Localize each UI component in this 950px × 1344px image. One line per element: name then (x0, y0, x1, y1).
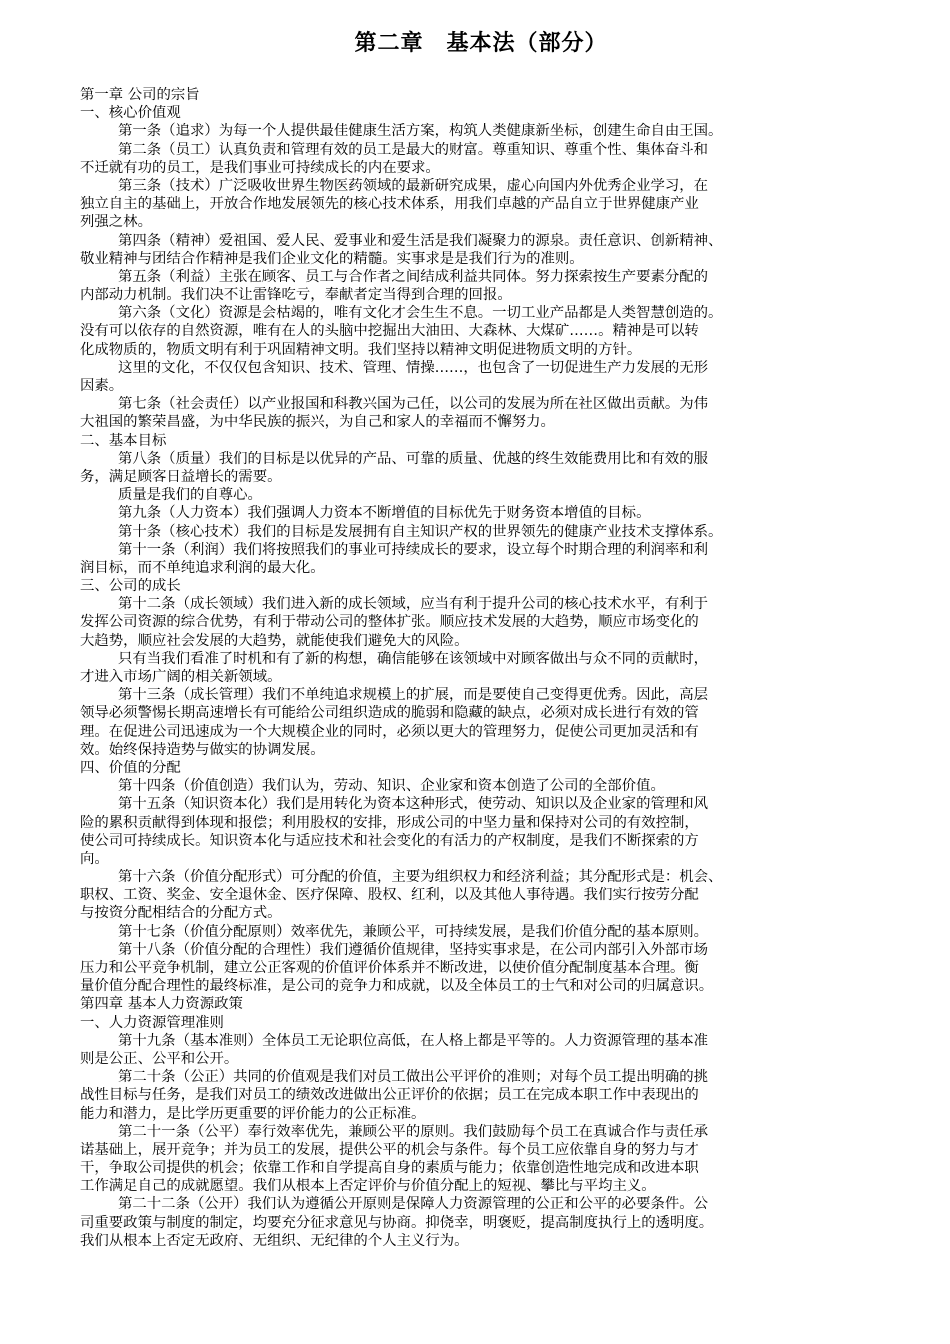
text-line: 能力和潜力，是比学历更重要的评价能力的公正标准。 (80, 1105, 426, 1122)
text-line: 量价值分配合理性的最终标准，是公司的竞争力和成就，以及全体员工的士气和对公司的归属意识。 (80, 978, 714, 995)
text-line: 第二十二条（公开）我们认为遵循公开原则是保障人力资源管理的公正和公平的必要条件。公 (118, 1196, 709, 1213)
text-line: 险的累积贡献得到体现和报偿；利用股权的安排，形成公司的中坚力量和保持对公司的有效控制， (80, 814, 699, 831)
text-line: 第十九条（基本准则）全体员工无论职位高低，在人格上都是平等的。人力资源管理的基本准 (118, 1032, 709, 1049)
text-line: 第二十条（公正）共同的价值观是我们对员工做出公平评价的准则；对每个员工提出明确的挑 (118, 1069, 709, 1086)
text-line: 我们从根本上否定无政府、无组织、无纪律的个人主义行为。 (80, 1232, 469, 1249)
text-line: 化成物质的，物质文明有利于巩固精神文明。我们坚持以精神文明促进物质文明的方针。 (80, 341, 642, 358)
text-line: 第六条（文化）资源是会枯竭的，唯有文化才会生生不息。一切工业产品都是人类智慧创造的。 (118, 305, 723, 322)
text-line: 第四条（精神）爱祖国、爱人民、爱事业和爱生活是我们凝聚力的源泉。责任意识、创新精神、 (118, 232, 723, 249)
text-line: 四、价值的分配 (80, 759, 181, 776)
text-line: 干，争取公司提供的机会；依靠工作和自学提高自身的素质与能力；依靠创造性地完成和改进本职 (80, 1160, 699, 1177)
text-line: 使公司可持续成长。知识资本化与适应技术和社会变化的有活力的产权制度，是我们不断探索的方 (80, 832, 699, 849)
text-line: 第十四条（价值创造）我们认为，劳动、知识、企业家和资本创造了公司的全部价值。 (118, 778, 665, 795)
text-line: 与按资分配相结合的分配方式。 (80, 905, 282, 922)
text-line: 敬业精神与团结合作精神是我们企业文化的精髓。实事求是是我们行为的准则。 (80, 250, 584, 267)
text-line: 领导必须警惕长期高速增长有可能给公司组织造成的脆弱和隐藏的缺点，必须对成长进行有效的管 (80, 705, 699, 722)
text-line: 不迁就有功的员工，是我们事业可持续成长的内在要求。 (80, 159, 440, 176)
text-line: 第八条（质量）我们的目标是以优异的产品、可靠的质量、优越的终生效能费用比和有效的服 (118, 450, 709, 467)
text-line: 则是公正、公平和公开。 (80, 1050, 239, 1067)
text-line: 第四章 基本人力资源政策 (80, 996, 243, 1013)
text-line: 没有可以依存的自然资源，唯有在人的头脑中挖掘出大油田、大森林、大煤矿……。精神是可以转 (80, 323, 699, 340)
text-line: 第七条（社会责任）以产业报国和科教兴国为己任，以公司的发展为所在社区做出贡献。为伟 (118, 396, 709, 413)
text-line: 第一章 公司的宗旨 (80, 87, 200, 103)
text-line: 一、人力资源管理准则 (80, 1014, 224, 1031)
text-line: 润目标，而不单纯追求利润的最大化。 (80, 559, 325, 576)
text-line: 第十一条（利润）我们将按照我们的事业可持续成长的要求，设立每个时期合理的利润率和利 (118, 541, 709, 558)
text-line: 第十八条（价值分配的合理性）我们遵循价值规律，坚持实事求是，在公司内部引入外部市场 (118, 941, 709, 958)
text-line: 发挥公司资源的综合优势，有利于带动公司的整体扩张。顺应技术发展的大趋势，顺应市场变化的 (80, 614, 699, 631)
text-line: 大趋势，顺应社会发展的大趋势，就能使我们避免大的风险。 (80, 632, 469, 649)
text-line: 第十六条（价值分配形式）可分配的价值，主要为组织权力和经济利益；其分配形式是：机会、 (118, 869, 723, 886)
text-line: 质量是我们的自尊心。 (118, 487, 262, 504)
text-line: 战性目标与任务，是我们对员工的绩效改进做出公正评价的依据；员工在完成本职工作中表现出的 (80, 1087, 699, 1104)
text-line: 第十二条（成长领域）我们进入新的成长领域，应当有利于提升公司的核心技术水平，有利于 (118, 596, 709, 613)
document-body (80, 86, 882, 1250)
text-line: 向。 (80, 850, 109, 867)
text-line: 一、核心价值观 (80, 105, 181, 122)
text-line: 第十七条（价值分配原则）效率优先，兼顾公平，可持续发展，是我们价值分配的基本原则。 (118, 923, 709, 940)
text-line: 这里的文化，不仅仅包含知识、技术、管理、情操……，也包含了一切促进生产力发展的无形 (118, 359, 709, 376)
text-line: 第十三条（成长管理）我们不单纯追求规模上的扩展，而是要使自己变得更优秀。因此，高层 (118, 687, 709, 704)
text-line: 效。始终保持造势与做实的协调发展。 (80, 741, 325, 758)
text-line: 第二条（员工）认真负责和管理有效的员工是最大的财富。尊重知识、尊重个性、集体奋斗和 (118, 141, 709, 158)
text-line: 才进入市场广阔的相关新领域。 (80, 669, 282, 685)
text-line: 职权、工资、奖金、安全退休金、医疗保障、股权、红利，以及其他人事待遇。我们实行按劳分配 (80, 887, 699, 904)
text-line: 诺基础上，展开竞争；并为员工的发展，提供公平的机会与条件。每个员工应依靠自身的努力与才 (80, 1141, 699, 1158)
text-line: 第一条（追求）为每一个人提供最佳健康生活方案，构筑人类健康新坐标，创建生命自由王国。 (118, 123, 723, 140)
text-line: 独立自主的基础上，开放合作地发展领先的核心技术体系，用我们卓越的产品自立于世界健康产业 (80, 196, 699, 213)
text-line: 列强之林。 (80, 214, 152, 231)
text-line: 第十五条（知识资本化）我们是用转化为资本这种形式，使劳动、知识以及企业家的管理和风 (118, 796, 709, 813)
text-line: 只有当我们看准了时机和有了新的构想，确信能够在该领域中对顾客做出与众不同的贡献时， (118, 650, 709, 667)
text-line: 务，满足顾客日益增长的需要。 (80, 468, 282, 485)
text-line: 大祖国的繁荣昌盛，为中华民族的振兴，为自己和家人的幸福而不懈努力。 (80, 414, 555, 431)
text-line: 二、基本目标 (80, 432, 167, 449)
text-line: 第九条（人力资本）我们强调人力资本不断增值的目标优先于财务资本增值的目标。 (118, 505, 651, 522)
text-line: 三、公司的成长 (80, 578, 181, 595)
text-line: 理。在促进公司迅速成为一个大规模企业的同时，必须以更大的管理努力，促使公司更加灵活和有 (80, 723, 699, 740)
text-line: 第五条（利益）主张在顾客、员工与合作者之间结成利益共同体。努力探索按生产要素分配的 (118, 268, 709, 285)
text-line: 司重要政策与制度的制定，均要充分征求意见与协商。抑侥幸，明褒贬，提高制度执行上的透明度。 (80, 1214, 714, 1231)
text-line: 第十条（核心技术）我们的目标是发展拥有自主知识产权的世界领先的健康产业技术支撑体系。 (118, 523, 723, 540)
page-title: 第二章 基本法（部分） (354, 31, 608, 56)
text-line: 第三条（技术）广泛吸收世界生物医药领域的最新研究成果，虚心向国内外优秀企业学习，在 (118, 177, 709, 194)
text-line: 内部动力机制。我们决不让雷锋吃亏，奉献者定当得到合理的回报。 (80, 287, 512, 304)
text-line: 压力和公平竞争机制，建立公正客观的价值评价体系并不断改进，以使价值分配制度基本合理。衡 (80, 960, 699, 976)
text-line: 因素。 (80, 378, 124, 394)
text-line: 工作满足自己的成就愿望。我们从根本上否定评价与价值分配上的短视、攀比与平均主义。 (80, 1178, 656, 1195)
text-line: 第二十一条（公平）奉行效率优先，兼顾公平的原则。我们鼓励每个员工在真诚合作与责任承 (118, 1123, 709, 1140)
